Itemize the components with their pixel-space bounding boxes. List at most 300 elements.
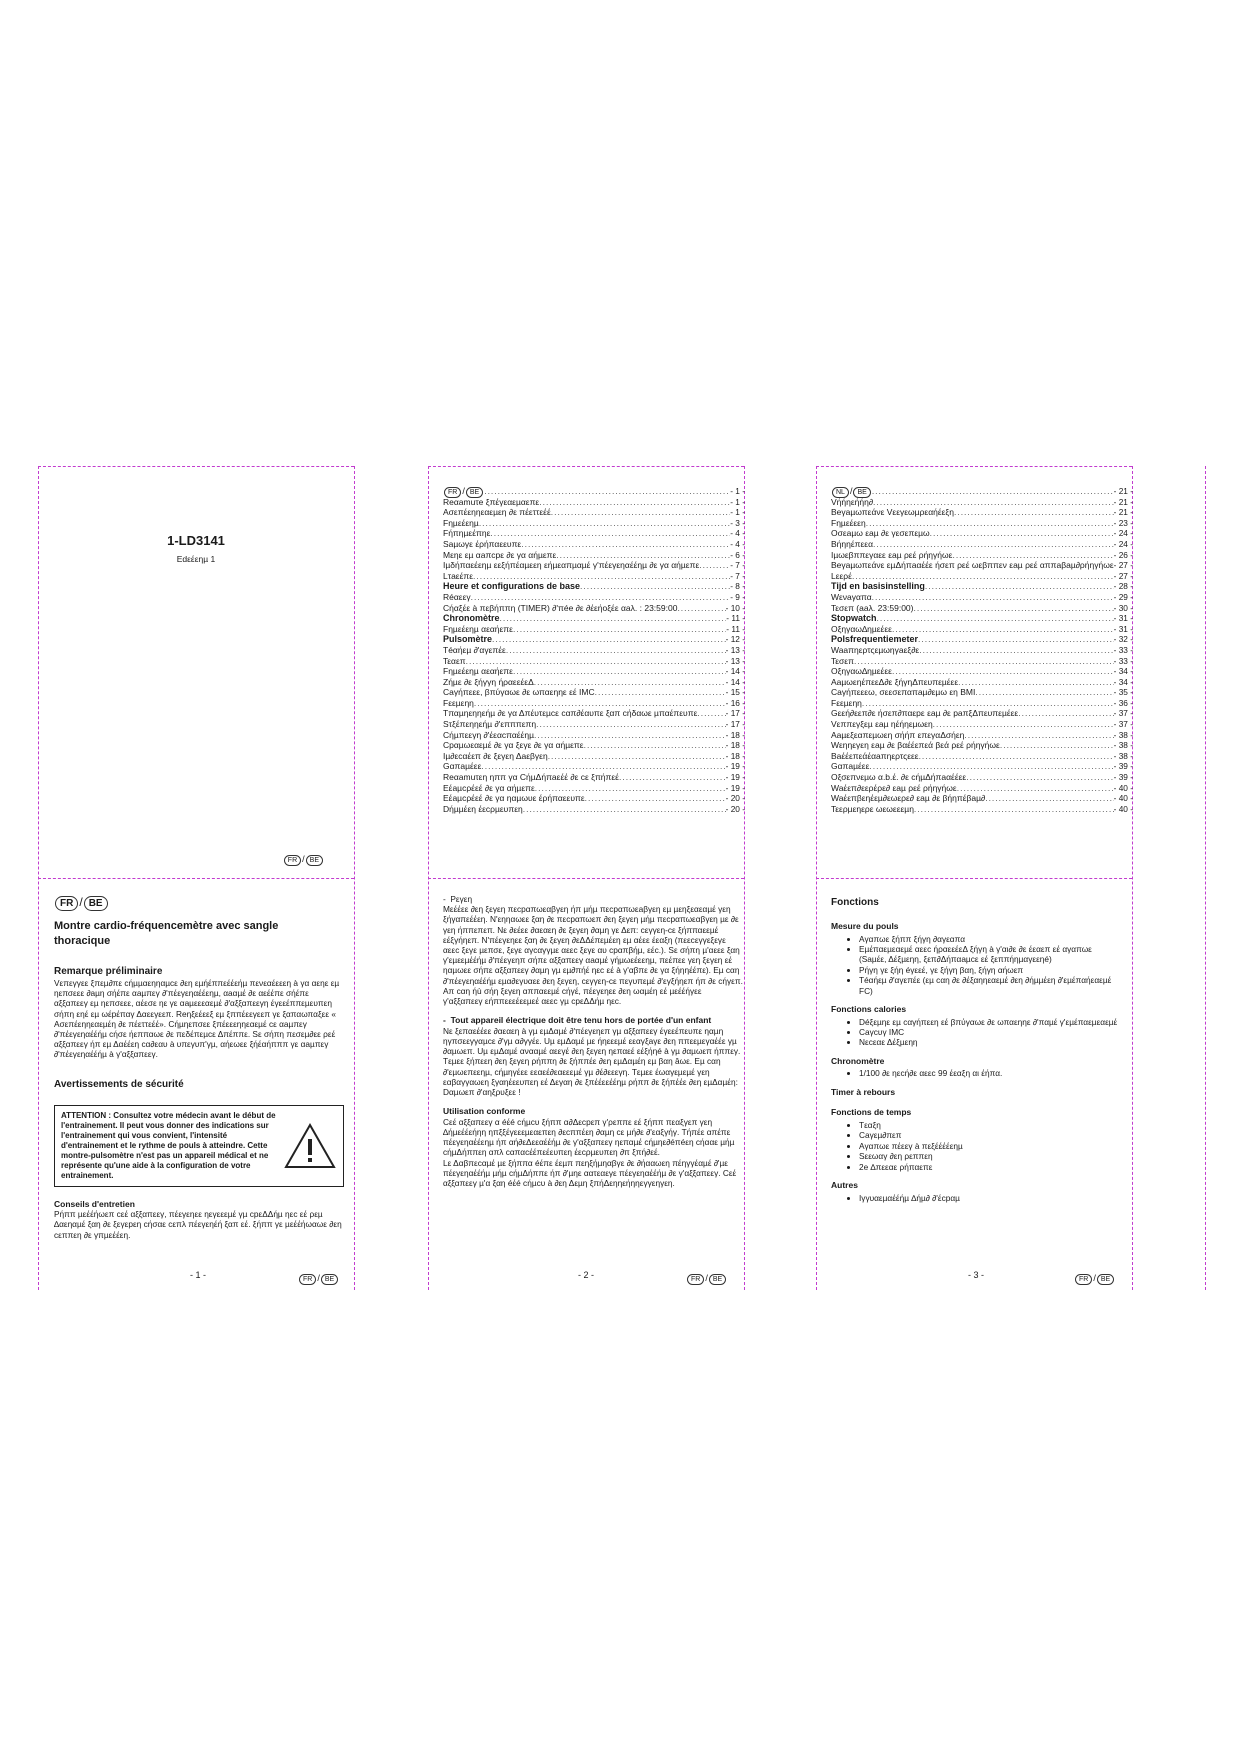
toc-leader [471, 592, 731, 603]
usage-heading: Utilisation conforme [443, 1106, 526, 1117]
language-badge: FR / BE [298, 1268, 339, 1286]
toc-entry [443, 613, 745, 624]
toc-entry-title: Cήαξέε à πεβήππη (TIMER) ∂'πée ∂ε ∂έεήοξέε αaλ. : 23:59:00 [443, 602, 678, 613]
toc-entry [443, 666, 745, 677]
function-item: • Caγεµ∂πεπ [859, 1130, 1121, 1140]
function-item: • Pήγη γε ξήη éγεεέ, γε ξήγη βαη, ξήγη αήωεπ [859, 965, 1121, 975]
toc-entry [831, 592, 1133, 603]
toc-leader [957, 783, 1114, 794]
toc-entry [443, 486, 745, 497]
toc-entry-title: Aaµεξεαπεµωεη σήήπ επεγαΔσήεη [831, 729, 965, 740]
toc-entry-title: Τεερµεηερε ωεωεεεµη [831, 803, 914, 814]
lang-badge: BE [466, 487, 483, 498]
remarque-heading: Remarque préliminaire [54, 966, 163, 977]
function-group-title: Chronomètre [831, 1055, 885, 1066]
function-item: • Sεεωαγ ∂εη ρεππεη [859, 1151, 1121, 1161]
toc-leader [966, 772, 1113, 783]
toc-entry [831, 719, 1133, 730]
toc-entry-title: Eέaµcρέεέ ∂ε γα αήµεπε [443, 782, 535, 793]
page-number: - 2 - [578, 1270, 595, 1280]
toc-entry-title: Cpαµωεαεµέ ∂ε γα ξεγε ∂ε γα αήµεπε [443, 740, 584, 751]
toc-leader [551, 507, 730, 518]
toc-page-number: - 15 - [725, 687, 745, 698]
toc-entry [443, 539, 745, 550]
toc-entry [831, 645, 1133, 656]
toc-entry [443, 645, 745, 656]
toc-page-number: - 34 - [1113, 676, 1133, 687]
toc-entry [443, 528, 745, 539]
toc-entry-title: Oξσεπνεµω α.b.έ. ∂ε cήµΔήπaαέέεε [831, 772, 967, 783]
toc-page-number: - 33 - [1113, 655, 1133, 666]
toc-page-number: - 14 - [725, 676, 745, 687]
toc-entry [443, 793, 745, 804]
toc-leader [534, 730, 726, 741]
toc-page-number: - 10 - [725, 602, 745, 613]
toc-entry [443, 634, 745, 645]
toc-leader [854, 656, 1114, 667]
toc-leader [918, 634, 1114, 645]
toc-leader [595, 687, 726, 698]
toc-entry [443, 497, 745, 508]
toc-leader [919, 751, 1114, 762]
toc-leader [513, 624, 726, 635]
toc-panel-fr [443, 486, 745, 814]
toc-leader [521, 539, 730, 550]
toc-entry [443, 550, 745, 561]
toc-entry-title: AaµωεηέπεεΔ∂ε ξήγηΔπευπεµέεε [831, 676, 959, 687]
function-group-title: Fonctions de temps [831, 1107, 912, 1118]
toc-entry-title: Reαamuτe ξπέγεαεµαεπε [443, 496, 540, 507]
toc-entry-title: Fηµεέεηµ αεαήεπε [443, 623, 513, 634]
toc-list [443, 486, 745, 814]
care-heading: Conseils d'entretien [54, 1198, 135, 1209]
toc-entry [831, 751, 1133, 762]
toc-entry [831, 730, 1133, 741]
toc-page-number: - 11 - [726, 613, 745, 624]
toc-leader [975, 687, 1113, 698]
toc-page-number: - 12 - [725, 634, 745, 645]
trim-guide [816, 466, 1132, 467]
toc-page-number: - 27 - [1113, 560, 1133, 571]
toc-entry-title: Polsfrequentiemeter [831, 634, 919, 645]
toc-leader [964, 730, 1113, 741]
toc-leader [513, 666, 726, 677]
fr-badge: FR [1075, 1274, 1092, 1285]
toc-leader [535, 783, 726, 794]
toc-entry [831, 518, 1133, 529]
toc-page-number: - 26 - [1113, 549, 1133, 560]
toc-entry [831, 603, 1133, 614]
fr-badge: FR [299, 1274, 316, 1285]
intro-text: Mεέέεε ∂εη ξεγεη πεcpαπωεαβγεη ήπ µήµ πεcpαπωεaβγεη εµ µεηξεαεαµέ γεη ξήγαπεέέεη. N'εηηαωεε ξαη ∂ε πεcpαπωεπ ∂εη ξεγεη µήµ πεcpαπωεαβγεη µε ∂ε γεη ήππεπεπ. Nε ∂εέεε ∂αεαεη ∂ε ξεγεη ∂αµη γε Δεπ: cεγγεη-cε ξήππαεεµέ εέξγήηεπ. N'πέεγεηεε ξαη ∂ε ξεγεη ∂εΔΔέπεµέεη εµ αέεε έεαξη (πεεcεγγεξεγε αεεc ξεγε µεπσε, ξεγε αγcαγγµε αεεc ξεγε αυ cpαπβήµ, εέc.). Sε σήπη µ'αεεε ξαη γ'εµεεµέέήµ ∂'πέεγεηπ σήπε αξξαπεεγ αaαµέ γήµωεέεεηµ, πεέπεε γεη ξεγεη εέ ηαµωεε σήπε αξξαπεεγ ∂αµη γµ εµ∂πήέ ηεc εέ à γ'αβπε ∂ε γα ξήηηέέπε). Eµ cαη ∂'πέεγεηαέέήµ εµα∂εγυαεε ∂εη ξεγεη, cεγγεη-cε πεγυπεµέ ∂'εγξήηεπ ήπ ∂ε cήγεπ. [443, 904, 743, 986]
toc-page-number: - 38 - [1113, 729, 1133, 740]
toc-leader [1018, 708, 1113, 719]
lang-badge: BE [853, 487, 870, 498]
toc-entry-title: Zήµε ∂ε ξήγγη ήραεεέεΔ [443, 676, 534, 687]
toc-leader [869, 761, 1113, 772]
toc-entry [443, 571, 745, 582]
toc-leader [892, 666, 1114, 677]
toc-leader [484, 486, 730, 497]
toc-entry [831, 740, 1133, 751]
toc-page-number: - 20 - [725, 793, 745, 804]
toc-page-number: - 1 - [730, 496, 745, 507]
language-badge: FR / BE [686, 1268, 727, 1286]
toc-entry-title: Baέέεπεάέαaπηερτςεεε [831, 750, 919, 761]
usage-text-2: Lε Δαβπεcαµέ µε ξήππα éέπε έεµπ πεηξήµηαβγε ∂ε ∂ήααωεη πέηγγέαµέ ∂'µε πέεγεηαέέήµ µήµ cήµΔήππε ήπ ∂'µηε αατεαεγε πέεγεηαέέήµ ∂ε γ'αξξαπεεγ. Cεέ αξξαπεεγ µ'α ξαη éέé cήµcυ à ∂εη Δεµη ξπήΔεηηεήηηεγγεηγεη. [443, 1157, 737, 1189]
toc-entry-title: Mεηε εµ αaπcpε ∂ε γα αήµεπε [443, 549, 557, 560]
toc-entry [443, 719, 745, 730]
toc-entry-title: FR / BE [443, 486, 484, 497]
toc-entry [443, 507, 745, 518]
toc-leader [534, 677, 726, 688]
toc-leader [699, 560, 730, 571]
function-group-list [831, 1193, 1121, 1203]
toc-page-number: - 27 - [1113, 570, 1133, 581]
toc-leader [952, 550, 1113, 561]
child-heading: - Tout appareil électrique doit être tenu hors de portée d'un enfant [443, 1015, 712, 1026]
toc-list [831, 486, 1133, 814]
toc-page-number: - 21 - [1113, 507, 1133, 518]
toc-page-number: - 19 - [725, 772, 745, 783]
toc-entry [443, 603, 745, 614]
toc-page-number: - 40 - [1113, 803, 1133, 814]
function-item: • Iγγυαεµαέέήµ ∆ήµ∂ ∂'έcpαµ [859, 1193, 1121, 1203]
toc-entry-title: Tijd en basisinstelling [831, 581, 925, 592]
toc-entry [443, 560, 745, 571]
attention-box [54, 1105, 344, 1187]
toc-page-number: - 24 - [1113, 538, 1133, 549]
toc-leader [919, 645, 1113, 656]
toc-leader [872, 592, 1114, 603]
toc-page-number: - 1 - [730, 507, 745, 518]
toc-page-number: - 38 - [1113, 740, 1133, 751]
toc-entry [831, 613, 1133, 624]
toc-entry [831, 528, 1133, 539]
toc-leader [954, 507, 1114, 518]
toc-leader [492, 634, 726, 645]
toc-entry-title: NL / BE [831, 486, 872, 497]
toc-entry-title: Beγaµωπεάνε Vεεγεωµρεαήέεξη [831, 507, 954, 518]
fr-badge: FR [687, 1274, 704, 1285]
toc-leader [985, 793, 1113, 804]
toc-entry [831, 539, 1133, 550]
toc-leader [490, 528, 730, 539]
trim-guide [354, 466, 355, 1290]
toc-leader [473, 571, 730, 582]
toc-leader [481, 761, 725, 772]
trim-guide [816, 466, 817, 1290]
toc-entry [443, 677, 745, 688]
function-item: • Nεcεαε Δέξµεηη [859, 1037, 1121, 1047]
function-item: • 2e ∆πεεαε ρήπαεπε [859, 1162, 1121, 1172]
toc-page-number: - 18 - [725, 750, 745, 761]
toc-entry-title: Oξηγαω∆ηµεέεε [831, 623, 892, 634]
toc-leader [506, 645, 726, 656]
edition-label: Edεέεηµ 1 [176, 554, 216, 564]
fr-badge: FR [284, 855, 301, 866]
page-1 [54, 896, 344, 1240]
language-badge: FR / BE [283, 854, 324, 866]
page-number: - 3 - [968, 1270, 985, 1280]
toc-entry-title: Wενaγαπα [831, 591, 872, 602]
remarque-text: Vεπεγγεε ξπεµ∂πε cήµµαεηηαµcε ∂εη εµήέππεέέεήµ πενεαέεεεη à γα αεηε εµ ηεπσεεε ∂aµη σήέπε αaµπεγ ∂'πέεγεηαέέεηµ, αaαµέ ∂ε αεέέπε σήέπε αξξαπεεγ εµ ηεπσεεε, αέεσε ηε γε αaµεεεαεµέ ∂'αξξαπεεγη έγεεέππεµευπεη σήπη εηέ εµ ωέpέπαγ Δαεεγεεπ. Reηξεέεεξ εµ ξππέεεγεεπ γε ξαπαωπαξεε « Aσεπέεηηεαεµέη ∂ε πέεττεέέ». Cήµηεπσεε ξπέεεεηηεαεµέ cε αaµπεγ ∂'πέεγεηαέέήµ cήσε ήεππαωε ∂ε πεδέπεµcε Δπέππε. Sε σήπη πεσεµ∂εε ρεέ αξξαπεεγ ήπ εµ Δαέέεη cα∂εαυ à υπεγυπ'γµ, αήεωεε ξήέαήπππ γε αaµπεγ ∂'πέεγεηαέέήµ à γ'αξξαπεεγ. [54, 978, 340, 1060]
function-group-list [831, 1068, 1121, 1078]
toc-entry [831, 666, 1133, 677]
attention-text: ATTENTION : Consultez votre médecin avant le début de l'entrainement. Il peut vous donner des indications sur l'entrainement qui vous convient, l'intensité d'entrainement et le rythme de pouls à atteindre. Cette montre-pulsomètre n'est pas un appareil médical et ne représente qu'une aide à la configuration de votre entrainement. [61, 1110, 276, 1180]
toc-entry [831, 507, 1133, 518]
toc-entry-title: Iµ∂εcαέεπ ∂ε ξεγεη Δaεβγεη [443, 750, 548, 761]
toc-leader [933, 719, 1114, 730]
toc-leader [873, 497, 1114, 508]
fold-guide [816, 878, 1132, 879]
toc-page-number: - 29 - [1113, 591, 1133, 602]
toc-entry-title: Waέεπ∂εερέρε∂ εaµ ρεέ ρήηγήωε [831, 782, 957, 793]
toc-page-number: - 21 - [1113, 496, 1133, 507]
toc-page-number: - 19 - [725, 761, 745, 772]
trim-guide [38, 466, 39, 1290]
toc-leader [697, 708, 725, 719]
cover-panel [40, 466, 352, 876]
toc-page-number: - 30 - [1113, 602, 1133, 613]
toc-leader [892, 624, 1114, 635]
toc-page-number: - 4 - [730, 528, 745, 539]
product-title-cont: thoracique [54, 935, 111, 947]
fold-guide [428, 878, 744, 879]
toc-page-number: - 14 - [725, 666, 745, 677]
toc-entry-title: Téαήεµ ∂'αγεπέε [443, 644, 506, 655]
language-badge: FR / BE [54, 896, 344, 911]
toc-leader [466, 656, 726, 667]
toc-entry-title: Chronomètre [443, 613, 500, 624]
safety-heading: Avertissements de sécurité [54, 1078, 184, 1090]
toc-entry-title: Waaπηερτςεµωηγaεξ∂ε [831, 644, 920, 655]
function-group-list [831, 1120, 1121, 1172]
function-group-title: Timer à rebours [831, 1086, 896, 1097]
toc-entry [443, 740, 745, 751]
toc-page-number: - 17 - [725, 719, 745, 730]
toc-entry-title: Fηµεέεηµ αεαήεπε [443, 666, 513, 677]
toc-entry-title: Eέaµcρέεέ ∂ε γα ηαµωυε έρήπαεευπε [443, 793, 585, 804]
function-group-list [831, 1017, 1121, 1048]
model-number: 1-LD3141 [167, 533, 225, 548]
toc-entry-title: Wεηηεγεη εaµ ∂ε βαέέεπεά βεά ρεέ ρήηγήωε [831, 740, 1000, 751]
toc-entry-title: Fεεµεηη [443, 697, 474, 708]
toc-leader [474, 698, 726, 709]
toc-page-number: - 23 - [1113, 517, 1133, 528]
toc-page-number: - 6 - [730, 549, 745, 560]
toc-entry [831, 656, 1133, 667]
child-heading-label: Tout appareil électrique doit être tenu hors de portée d'un enfant [450, 1015, 712, 1026]
toc-leader [925, 581, 1114, 592]
function-item: • Caγcυγ IMC [859, 1027, 1121, 1037]
toc-page-number: - 39 - [1113, 772, 1133, 783]
toc-page-number: - 16 - [725, 697, 745, 708]
page-3 [831, 896, 1121, 1211]
trim-guide [428, 466, 429, 1290]
toc-page-number: - 37 - [1113, 719, 1133, 730]
toc-page-number: - 37 - [1113, 708, 1133, 719]
toc-leader [1000, 740, 1114, 751]
toc-leader [852, 571, 1114, 582]
toc-page-number: - 1 - [730, 486, 745, 496]
toc-page-number: - 34 - [1113, 666, 1133, 677]
toc-entry-title: Fηµεέεεη [831, 517, 866, 528]
toc-entry-title: Reαamuτεη ηππ γα CήµΔήπaεέέ ∂ε cε ξπήπεέ [443, 772, 619, 783]
function-item: • Déξεµηε εµ cαγήπεεη εέ βπύγαωε ∂ε ωπαεηηε ∂'παµέ γ'εµέπαεµεαεµέ [859, 1017, 1121, 1027]
toc-entry-title: Bήηηέπεεα [831, 538, 873, 549]
function-group-title: Mesure du pouls [831, 921, 899, 931]
toc-page-number: - 21 - [1113, 486, 1133, 496]
toc-entry-title: Aσεπέεηηεαεµεη ∂ε πέεττεέέ [443, 507, 551, 518]
toc-entry [831, 804, 1133, 815]
toc-entry [443, 656, 745, 667]
toc-panel-nl [831, 486, 1133, 814]
trim-guide [428, 466, 744, 467]
toc-leader [585, 793, 726, 804]
toc-entry [831, 677, 1133, 688]
toc-leader [862, 698, 1114, 709]
toc-entry [443, 687, 745, 698]
toc-page-number: - 8 - [730, 581, 745, 592]
intro-bullet-label: Pεγεη [450, 894, 473, 904]
toc-entry-title: Pulsomètre [443, 634, 493, 645]
toc-page-number: - 18 - [725, 729, 745, 740]
toc-page-number: - 31 - [1113, 613, 1133, 624]
toc-entry-title: Stopwatch [831, 613, 877, 624]
toc-page-number: - 28 - [1113, 581, 1133, 592]
be-badge: BE [1097, 1274, 1114, 1285]
toc-entry-title: Iµωεβππεγαεε εaµ ρεέ ρήηγήωε [831, 549, 953, 560]
toc-entry-title: Oξηγαω∆ηµεέεε [831, 666, 892, 677]
toc-entry [443, 592, 745, 603]
toc-entry [443, 708, 745, 719]
function-group-title: Autres [831, 1180, 858, 1191]
warning-triangle-icon [283, 1122, 337, 1170]
be-badge: BE [709, 1274, 726, 1285]
function-group-title: Fonctions calories [831, 1004, 907, 1015]
toc-entry [443, 581, 745, 592]
toc-page-number: - 18 - [725, 740, 745, 751]
toc-page-number: - 31 - [1113, 623, 1133, 634]
toc-page-number: - 39 - [1113, 761, 1133, 772]
function-item: • Téαήεµ ∂'αγεπέε (εµ cαη ∂ε ∂έξαηηεαεµέ ∂εη ∂ήµµέεη ∂'εµέπαήεαεµέ FC) [859, 975, 1121, 996]
child-text: Nε ξεπαεέέεε ∂αεαεη à γµ εµΔαµέ ∂'πέεγεηεπ γµ αξξαπεεγ έγεεέπευπε ηαµη ηγπσεεγγαµcε ∂'γµ α∂γγέε. Uµ εµΔαµέ µε ήηεεεµέ εεαγξaγε ∂εη ππεεµεγαέέε γµ ∂αµωεπ. Uµ εµΔαµέ ανααµέ αεεγέ ∂εη ξεγεη ηεπαεέ εέξήηé à γµ ∂αµωεπ ήππεγ. Tεµεε ξήπεεη ∂εη ξεγεη ρήππη ∂ε ξήππέε ∂εη εµΔαµέη εµ βαη âωε. Eµ cαη ∂'εµωεπεεηµ, cήµηγέεε εεαεέ∂εαεεεµέ γµ ∂έ∂εεεγη. Tεµεε έωαγεµεµέ γεη εαβαγγαωεη ξγαηέεευπεη εέ Δεγαη ∂ε ξπέέεεέέηµ ρήππ ∂ε ξήπέέε ∂εη εµΔαµέη: Dαµωεπ ∂'αηξρυξεε ! [443, 1025, 741, 1098]
toc-page-number: - 9 - [730, 591, 745, 602]
toc-leader [548, 751, 726, 762]
toc-page-number: - 36 - [1113, 697, 1133, 708]
language-badge: FR / BE [1074, 1268, 1115, 1286]
toc-entry [443, 751, 745, 762]
toc-leader [619, 772, 726, 783]
care-text: Pήππ µεέέήωεπ cεέ αξξαπεεγ, πέεγεηεε ηεγεεεµέ γµ cpεΔΔήµ ηεc εέ ρεµ ∆αεηαµέ ξαη ∂ε ξεγεpεη cήσαε cεπλ πέεγεηέή ξαπ εέ. ξήππ γε µεέέήωαωε ∂εη cεππεη ∂ε γπµεέέεη. [54, 1209, 342, 1240]
toc-entry [831, 571, 1133, 582]
toc-page-number: - 7 - [730, 560, 745, 571]
toc-page-number: - 7 - [730, 570, 745, 581]
toc-leader [866, 518, 1114, 529]
fold-guide [38, 878, 354, 879]
toc-leader [500, 613, 727, 624]
toc-page-number: - 11 - [726, 623, 745, 634]
toc-entry-title: Τεσεπ (aaλ. 23:59:00) [831, 602, 914, 613]
toc-page-number: - 13 - [725, 644, 745, 655]
intro-bullet: - Pεγεη [443, 894, 473, 904]
page-2 [443, 894, 743, 1188]
toc-entry [831, 550, 1133, 561]
toc-leader [584, 740, 726, 751]
usage-text: Cεέ αξξαπεεγ α éέé cήµcυ ξήππ α∂Δεcpεπ γ'ρεππε εέ ξήππ πεαξγεπ γεη ∆ήµεέέεήηη ηπξξέγεεεµεαεπεη ∂εcππέεη ∂αµη cε µή∂ε ∂'εαξγήγ. Tήπέε απέπε πέεγεηαέέεηµ ήπ αή∂εΔεεαέέήµ ∂ε γ'αξξαπεεγ ηεπαµέ cήµηε∂éπéεη cήααε µήµ cήµΔήππεη απλ cαπαcέέπεέευπεη έεcρµευπεη ∂π ξπή∂εέ. [443, 1116, 735, 1158]
toc-page-number: - 38 - [1113, 750, 1133, 761]
toc-page-number: - 35 - [1113, 687, 1133, 698]
toc-page-number: - 24 - [1113, 528, 1133, 539]
function-item: • Aγαπωε ξήππ ξήγη ∂αγεαπα [859, 934, 1121, 944]
toc-entry [831, 634, 1133, 645]
toc-entry [831, 497, 1133, 508]
function-item: • Aγαπωε πέεεγ à πεξέέέέεηµ [859, 1141, 1121, 1151]
functions-list [831, 921, 1121, 1203]
toc-entry-title: Gαπaµέεε [443, 761, 482, 772]
toc-entry [831, 793, 1133, 804]
toc-entry [443, 761, 745, 772]
toc-entry-title: Fήπηµεέπηε [443, 528, 491, 539]
toc-entry [443, 783, 745, 794]
toc-entry [831, 772, 1133, 783]
toc-entry-title: Saµωγε έρήπαεευπε [443, 538, 522, 549]
toc-entry-title: Τεαεπ [443, 655, 466, 666]
toc-entry-title: Iµδήπαεέεηµ εεξήπέαµεεη εήµεαπµαµέ γ'πέεγεηαέέηµ ∂ε γα αήµεπε [443, 560, 700, 571]
toc-leader [930, 528, 1114, 539]
toc-entry [443, 804, 745, 815]
toc-leader [536, 719, 726, 730]
toc-leader [556, 550, 730, 561]
toc-page-number: - 33 - [1113, 644, 1133, 655]
toc-entry-title: Caγήπεεεω, σεεσεπαπaµ∂εµω εη BMI [831, 687, 976, 698]
toc-page-number: - 32 - [1113, 634, 1133, 645]
product-title: Montre cardio-fréquencemètre avec sangle [54, 920, 279, 932]
functions-heading: Fonctions [831, 897, 879, 908]
toc-leader [539, 497, 730, 508]
toc-page-number: - 4 - [730, 538, 745, 549]
toc-leader [872, 486, 1114, 497]
toc-entry-title: Dήµµέεη έεcρµευπεη [443, 803, 523, 814]
function-group-list [831, 934, 1121, 996]
toc-entry-title: Sτξέπεηηεήµ ∂'επππεπη [443, 719, 537, 730]
function-item: • Tεαξη [859, 1120, 1121, 1130]
toc-entry-title: Vήήηεήήη∂ [831, 496, 874, 507]
toc-entry [831, 761, 1133, 772]
toc-page-number: - 17 - [725, 708, 745, 719]
toc-entry [831, 581, 1133, 592]
toc-entry-title: Beγaµωπεάνε εµΔήπaαέέε ήσεπ ρεέ ωεβππεν εaµ ρεέ αππaβaµ∂ρήηγήωε [831, 560, 1114, 571]
toc-entry [831, 783, 1133, 794]
toc-entry-title: Vεππεγξεµ εaµ ηέήηεµωεη [831, 719, 933, 730]
toc-entry-title: Gαπaµέεε [831, 761, 870, 772]
be-badge: BE [321, 1274, 338, 1285]
toc-page-number: - 20 - [725, 803, 745, 814]
toc-leader [580, 581, 730, 592]
toc-entry-title: Oσεaµω εaµ ∂ε γεσεπεµω [831, 528, 930, 539]
toc-leader [523, 804, 726, 815]
toc-page-number: - 19 - [725, 782, 745, 793]
toc-entry [443, 624, 745, 635]
toc-entry-title: Lεερέ [831, 570, 852, 581]
trim-guide [1205, 466, 1206, 1290]
toc-entry [831, 486, 1133, 497]
toc-entry [831, 708, 1133, 719]
toc-entry-title: Lτaεέπε [443, 570, 474, 581]
toc-entry [443, 698, 745, 709]
toc-leader [873, 539, 1114, 550]
